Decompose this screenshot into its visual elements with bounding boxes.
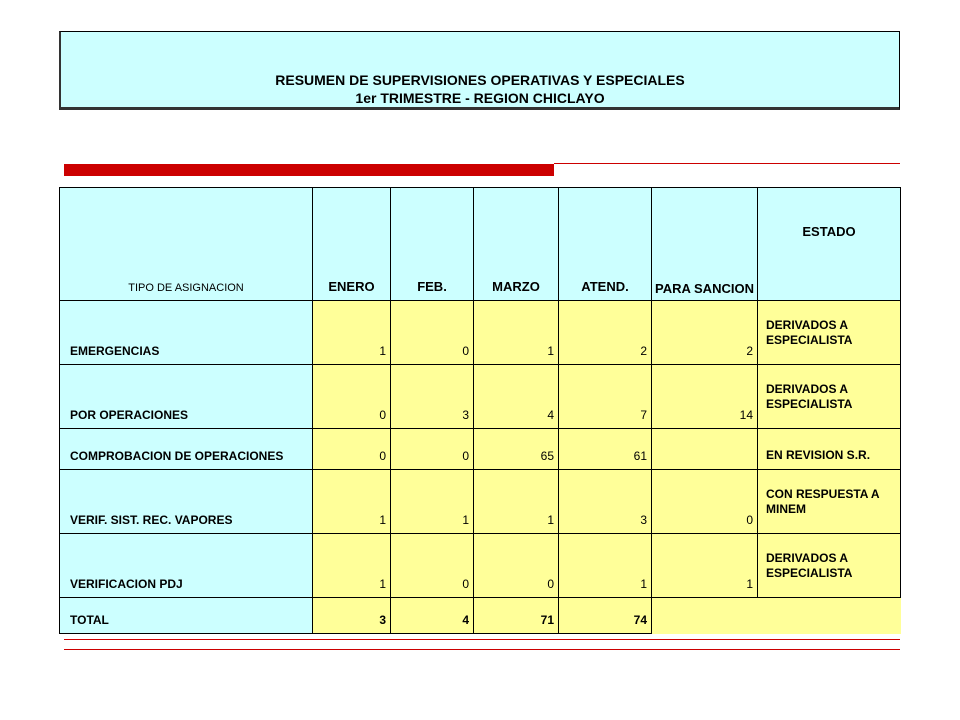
row-marzo: 1 [474, 301, 559, 365]
red-footer-line [64, 639, 900, 640]
header-marzo: MARZO [474, 188, 559, 301]
header-tipo: TIPO DE ASIGNACION [60, 188, 313, 301]
row-enero: 1 [313, 470, 391, 534]
row-sancion: 14 [652, 365, 758, 429]
row-sancion: 1 [652, 534, 758, 598]
row-tipo: VERIF. SIST. REC. VAPORES [60, 470, 313, 534]
row-sancion: 0 [652, 470, 758, 534]
row-marzo: 4 [474, 365, 559, 429]
row-sancion: 2 [652, 301, 758, 365]
row-marzo: 0 [474, 534, 559, 598]
row-feb: 0 [391, 429, 474, 470]
row-sancion [652, 429, 758, 470]
red-divider-line [554, 163, 900, 164]
table-row [60, 365, 901, 429]
total-marzo: 71 [474, 598, 559, 634]
header-enero: ENERO [313, 188, 391, 301]
page-subtitle: 1er TRIMESTRE - REGION CHICLAYO [355, 90, 605, 106]
table-row [60, 301, 901, 365]
row-tipo: POR OPERACIONES [60, 365, 313, 429]
table-row [60, 429, 901, 470]
table-row [60, 470, 901, 534]
total-blank-cell [652, 598, 901, 634]
total-enero: 3 [313, 598, 391, 634]
row-feb: 0 [391, 534, 474, 598]
row-estado: CON RESPUESTA A MINEM [758, 470, 901, 534]
row-enero: 1 [313, 534, 391, 598]
summary-table [59, 187, 901, 634]
header-atend: ATEND. [559, 188, 652, 301]
row-enero: 0 [313, 429, 391, 470]
row-atend: 1 [559, 534, 652, 598]
header-estado: ESTADO [758, 188, 901, 301]
header-sancion: PARA SANCION [652, 188, 758, 301]
row-feb: 3 [391, 365, 474, 429]
title-box [59, 31, 900, 110]
row-atend: 2 [559, 301, 652, 365]
total-label: TOTAL [60, 598, 313, 634]
total-row [60, 598, 901, 634]
row-enero: 0 [313, 365, 391, 429]
row-marzo: 1 [474, 470, 559, 534]
row-estado: DERIVADOS A ESPECIALISTA [758, 534, 901, 598]
row-tipo: VERIFICACION PDJ [60, 534, 313, 598]
row-feb: 0 [391, 301, 474, 365]
row-atend: 3 [559, 470, 652, 534]
row-estado: EN REVISION S.R. [758, 429, 901, 470]
table-header-row [60, 188, 901, 301]
row-atend: 7 [559, 365, 652, 429]
row-marzo: 65 [474, 429, 559, 470]
red-divider-bar [64, 164, 554, 176]
header-feb: FEB. [391, 188, 474, 301]
total-feb: 4 [391, 598, 474, 634]
row-tipo: COMPROBACION DE OPERACIONES [60, 429, 313, 470]
red-footer-line [64, 649, 900, 650]
row-enero: 1 [313, 301, 391, 365]
row-atend: 61 [559, 429, 652, 470]
table-row [60, 534, 901, 598]
row-estado: DERIVADOS A ESPECIALISTA [758, 365, 901, 429]
total-atend: 74 [559, 598, 652, 634]
row-estado: DERIVADOS A ESPECIALISTA [758, 301, 901, 365]
row-tipo: EMERGENCIAS [60, 301, 313, 365]
row-feb: 1 [391, 470, 474, 534]
page-title: RESUMEN DE SUPERVISIONES OPERATIVAS Y ESPECIALES [275, 72, 685, 88]
